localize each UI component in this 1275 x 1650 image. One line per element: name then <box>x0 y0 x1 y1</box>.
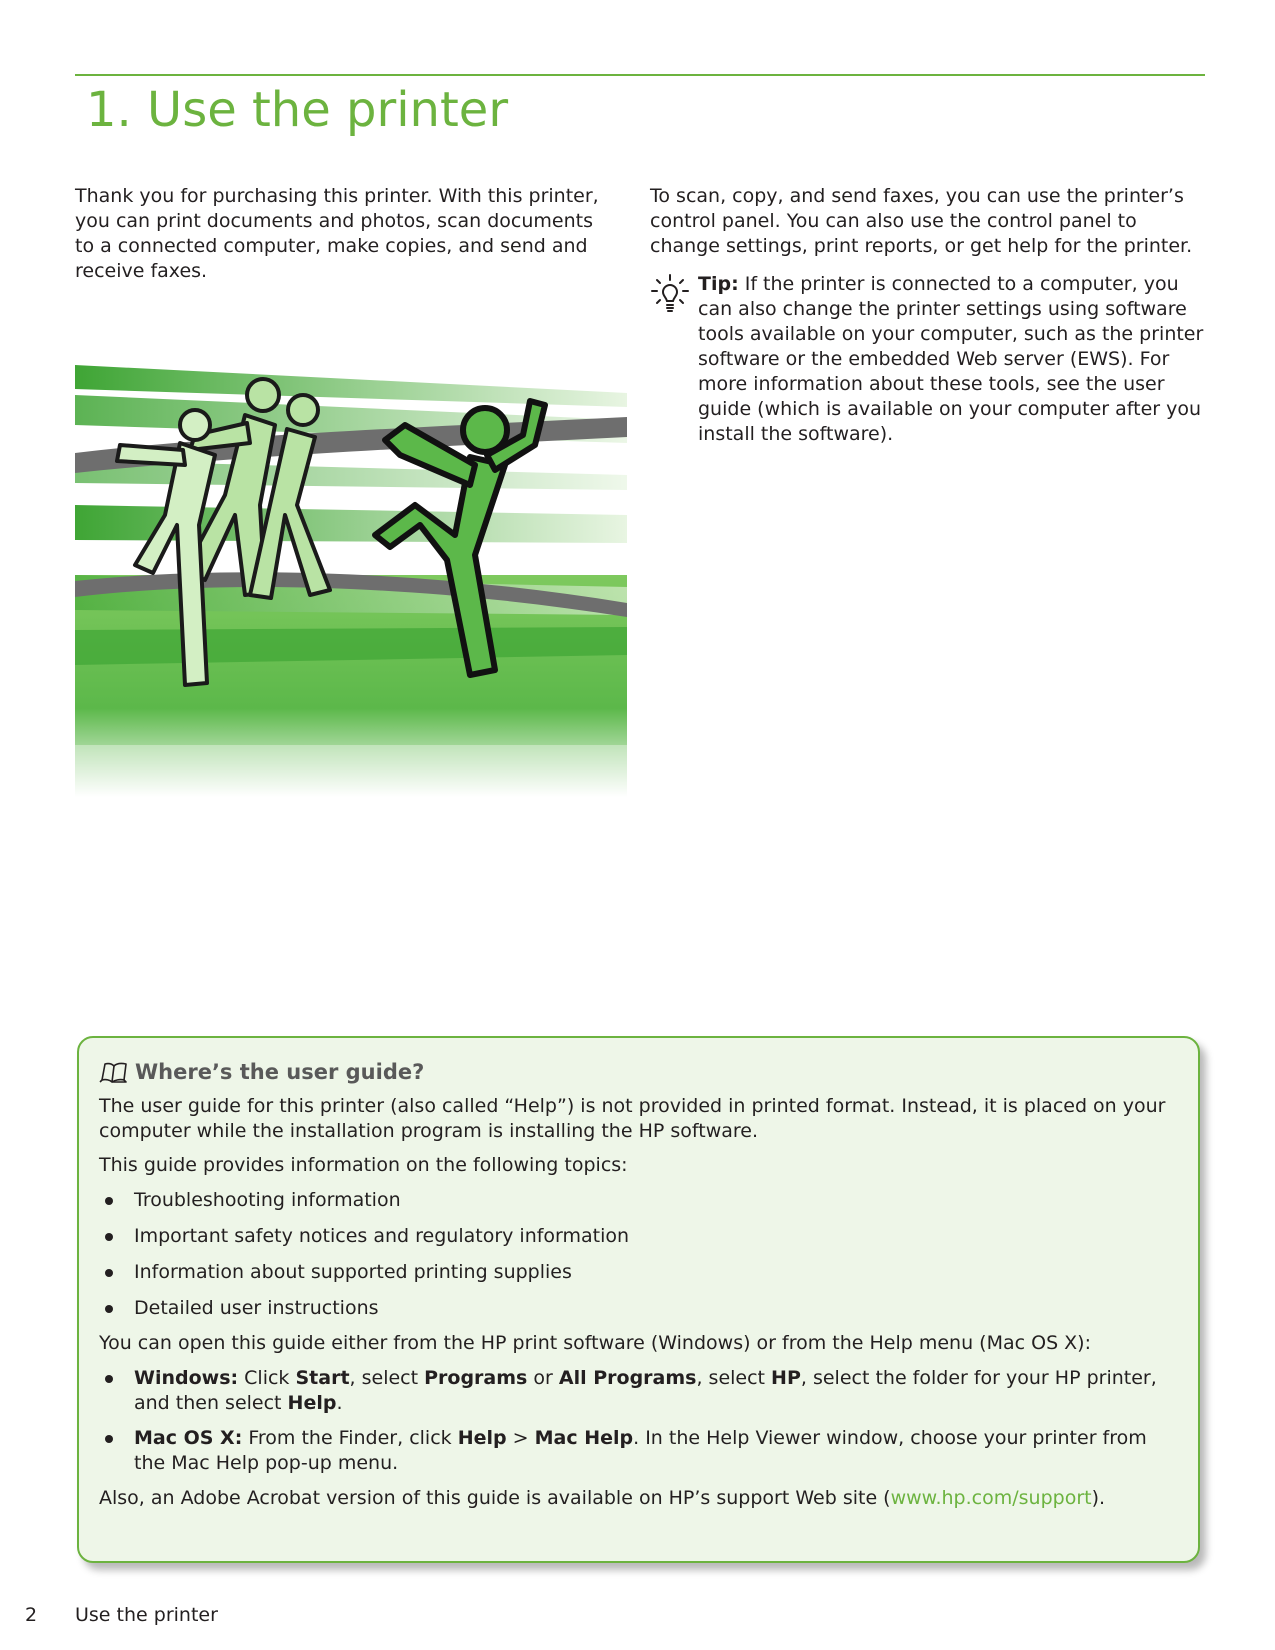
tip-body: If the printer is connected to a computer, you can also change the printer settings using software tools available on your computer, such as the printer software or the embedded Web server (EWS). For more information about these tools, see the user guide (which is available on your computer after you install the software). <box>698 273 1204 445</box>
guide-paragraph-4: Also, an Adobe Acrobat version of this guide is available on HP’s support Web site (www.hp.com/support). <box>99 1487 1106 1509</box>
instructions-list <box>99 1366 1179 1476</box>
list-item: Troubleshooting information <box>99 1188 1179 1213</box>
top-rule <box>75 74 1205 76</box>
mac-instruction: Mac OS X: From the Finder, click Help > Mac Help. In the Help Viewer window, choose your printer from the Mac Help pop-up menu. <box>99 1426 1179 1476</box>
topics-list <box>99 1188 1179 1321</box>
lightbulb-icon <box>650 274 690 318</box>
book-icon <box>99 1061 129 1083</box>
page-number: 2 <box>25 1604 38 1626</box>
footer-title: Use the printer <box>75 1604 218 1626</box>
support-link[interactable]: www.hp.com/support <box>890 1487 1092 1509</box>
user-guide-box <box>77 1036 1200 1563</box>
runners-illustration <box>75 365 627 797</box>
guide-paragraph-3: You can open this guide either from the HP print software (Windows) or from the Help menu (Mac OS X): <box>99 1332 1091 1354</box>
list-item: Information about supported printing supplies <box>99 1260 1179 1285</box>
chapter-title: 1. Use the printer <box>86 82 509 138</box>
guide-heading-text: Where’s the user guide? <box>135 1060 425 1084</box>
guide-paragraph-2: This guide provides information on the following topics: <box>99 1154 628 1176</box>
tip-text <box>698 272 1210 447</box>
guide-paragraph-1: The user guide for this printer (also called “Help”) is not provided in printed format. Instead, it is placed on your computer while the installation program is installing the HP software. <box>99 1095 1166 1142</box>
list-item: Detailed user instructions <box>99 1296 1179 1321</box>
intro-left-paragraph: Thank you for purchasing this printer. With this printer, you can print documents and photos, scan documents to a connected computer, make copies, and send and receive faxes. <box>75 185 599 282</box>
list-item: Important safety notices and regulatory information <box>99 1224 1179 1249</box>
windows-instruction: Windows: Click Start, select Programs or All Programs, select HP, select the folder for your HP printer, and then select Help. <box>99 1366 1179 1416</box>
intro-right-paragraph: To scan, copy, and send faxes, you can use the printer’s control panel. You can also use the control panel to change settings, print reports, or get help for the printer. <box>650 185 1193 257</box>
tip-label: Tip: <box>698 273 739 295</box>
guide-heading <box>99 1060 424 1084</box>
